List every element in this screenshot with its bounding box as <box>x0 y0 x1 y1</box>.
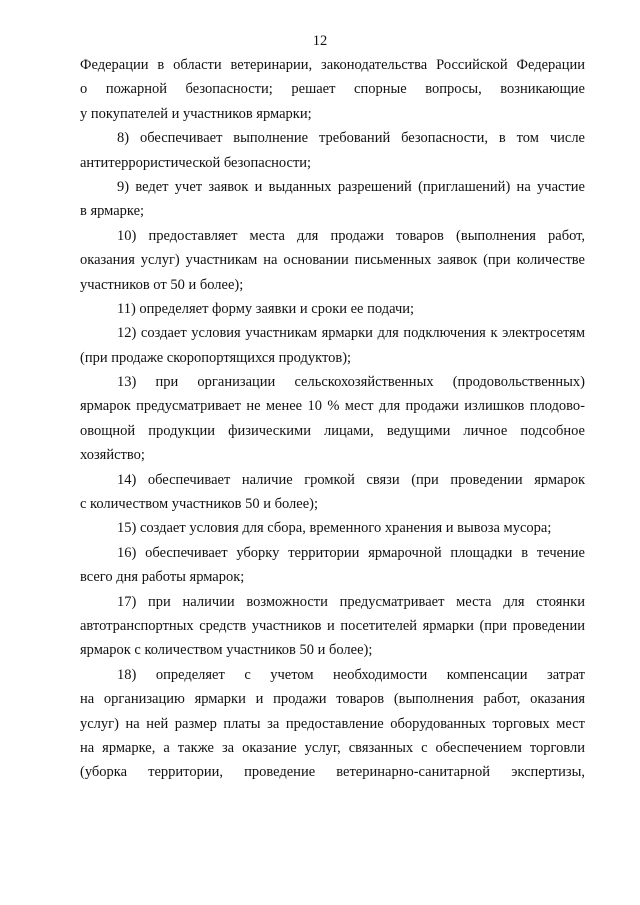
text-line: 16) обеспечивает уборку территории ярмарочной площадки в течение <box>117 544 585 561</box>
text-line: 15) создает условия для сбора, временного хранения и вывоза мусора; <box>117 520 552 537</box>
text-line: (уборка территории, проведение ветеринарно-санитарной экспертизы, <box>80 764 585 781</box>
text-line: 8) обеспечивает выполнение требований безопасности, в том числе <box>117 130 585 147</box>
text-line: ярмарок предусматривает не менее 10 % мест для продажи излишков плодово- <box>80 398 585 415</box>
text-line: оказания услуг) участникам на основании письменных заявок (при количестве <box>80 252 585 269</box>
text-line: Федерации в области ветеринарии, законодательства Российской Федерации <box>80 57 585 73</box>
text-line: участников от 50 и более); <box>80 276 244 293</box>
text-line: 17) при наличии возможности предусматривает места для стоянки <box>117 593 585 610</box>
text-line: 18) определяет с учетом необходимости компенсации затрат <box>117 666 585 683</box>
text-line: (при продаже скоропортящихся продуктов); <box>80 349 352 366</box>
text-line: 13) при организации сельскохозяйственных (продовольственных) <box>117 374 585 391</box>
text-line: ярмарок с количеством участников 50 и более); <box>80 642 373 659</box>
text-line: антитеррористической безопасности; <box>80 154 312 171</box>
text-line: в ярмарке; <box>80 203 145 220</box>
text-line: 14) обеспечивает наличие громкой связи (при проведении ярмарок <box>117 471 585 488</box>
page-number: 12 <box>312 33 328 49</box>
text-line: 12) создает условия участникам ярмарки для подключения к электросетям <box>117 325 585 342</box>
text-line: на организацию ярмарки и продажи товаров (выполнения работ, оказания <box>80 691 585 708</box>
text-line: 10) предоставляет места для продажи товаров (выполнения работ, <box>117 227 585 244</box>
text-line: хозяйство; <box>80 447 145 464</box>
text-line: услуг) на ней размер платы за предоставление оборудованных торговых мест <box>80 715 585 732</box>
text-line: овощной продукции физическими лицами, ведущими личное подсобное <box>80 422 585 439</box>
text-line: о пожарной безопасности; решает спорные вопросы, возникающие <box>80 81 585 98</box>
text-line: с количеством участников 50 и более); <box>80 496 319 513</box>
text-line: у покупателей и участников ярмарки; <box>80 105 312 122</box>
document-body <box>80 53 585 785</box>
text-line: автотранспортных средств участников и посетителей ярмарки (при проведении <box>80 617 585 634</box>
text-line: 11) определяет форму заявки и сроки ее подачи; <box>117 300 415 317</box>
text-line: всего дня работы ярмарок; <box>80 569 245 586</box>
text-line: на ярмарке, а также за оказание услуг, связанных с обеспечением торговли <box>80 739 585 756</box>
text-line: 9) ведет учет заявок и выданных разрешений (приглашений) на участие <box>117 178 585 195</box>
